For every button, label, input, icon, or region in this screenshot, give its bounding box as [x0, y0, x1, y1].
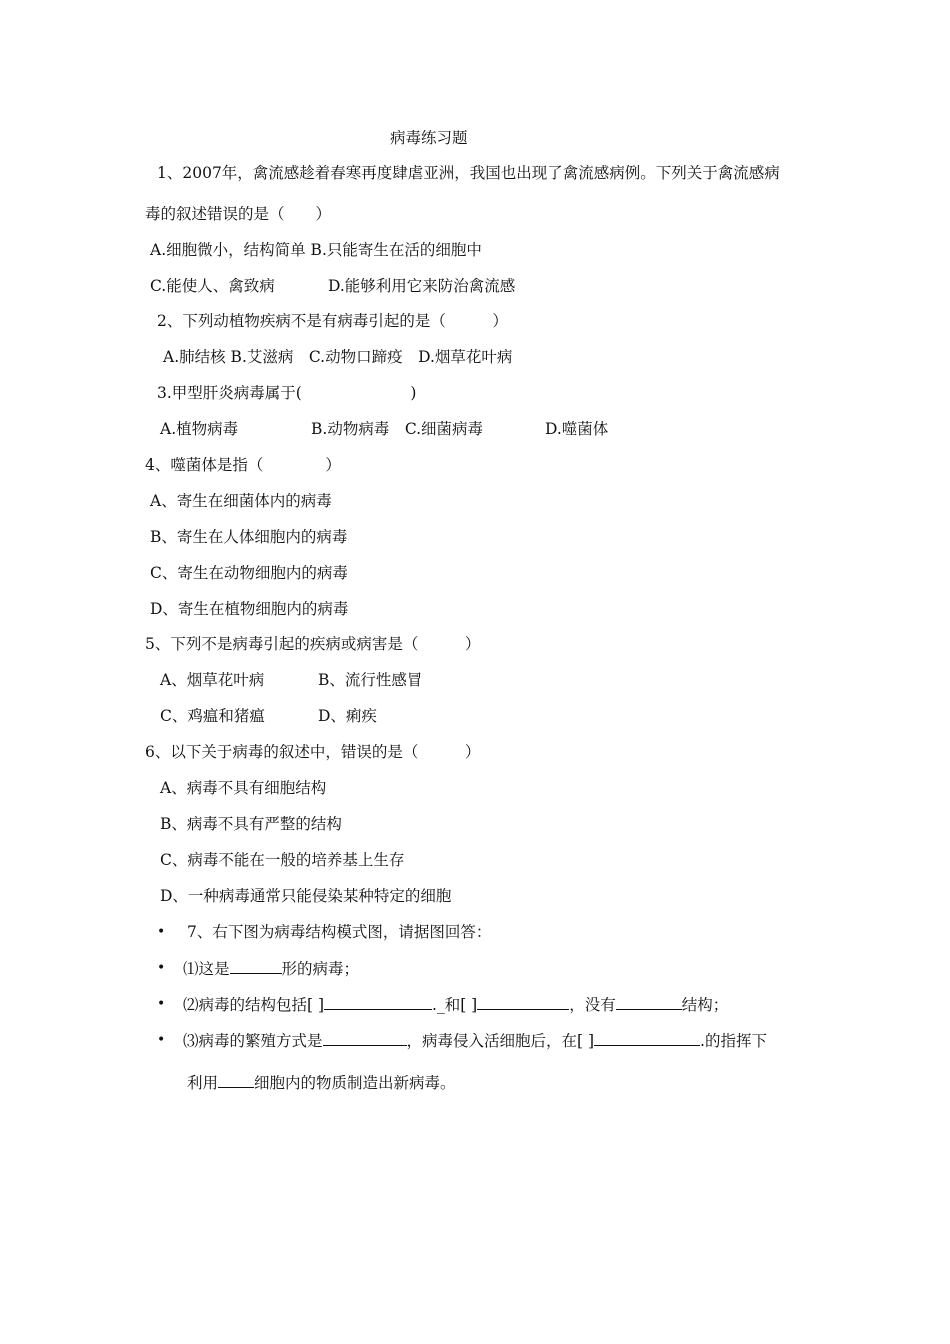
- q7-part2-text-a: ⑵病毒的结构包括[ ]: [183, 996, 325, 1014]
- q1-option-d: D.能够利用它来防治禽流感: [328, 277, 516, 295]
- q4-option-d: D、寄生在植物细胞内的病毒: [150, 600, 349, 618]
- answer-blank[interactable]: [324, 994, 432, 1010]
- q7-part2-text-c: ，没有: [569, 996, 616, 1014]
- q3-options-bc: B.动物病毒 C.细菌病毒: [311, 420, 484, 438]
- bullet-icon: •: [157, 924, 166, 940]
- q7-part1-text-a: ⑴这是: [183, 960, 230, 978]
- page-title: 病毒练习题: [390, 129, 468, 147]
- q7-part3-text-e: 细胞内的物质制造出新病毒。: [254, 1074, 456, 1092]
- answer-blank[interactable]: [230, 958, 282, 974]
- q7-stem: 7、右下图为病毒结构模式图，请据图回答：: [187, 923, 492, 941]
- q5-option-a: A、烟草花叶病: [160, 671, 265, 689]
- q6-option-c: C、病毒不能在一般的培养基上生存: [160, 851, 405, 869]
- q7-part2-text-b: ._和[ ]: [432, 996, 478, 1014]
- q7-part3: [183, 1030, 767, 1051]
- q7-part3-text-a: ⑶病毒的繁殖方式是: [183, 1032, 323, 1050]
- q1-options-ab: A.细胞微小，结构简单 B.只能寄生在活的细胞中: [150, 241, 482, 259]
- q4-option-c: C、寄生在动物细胞内的病毒: [150, 564, 348, 582]
- answer-blank[interactable]: [594, 1030, 700, 1046]
- q6-option-d: D、一种病毒通常只能侵染某种特定的细胞: [160, 887, 452, 905]
- q7-part1: [183, 958, 359, 979]
- q2-stem: 2、下列动植物疾病不是有病毒引起的是（ ）: [157, 312, 508, 330]
- q4-stem: 4、噬菌体是指（ ）: [145, 456, 341, 474]
- q4-option-b: B、寄生在人体细胞内的病毒: [150, 528, 348, 546]
- answer-blank[interactable]: [477, 994, 569, 1010]
- q3-option-d: D.噬菌体: [545, 420, 609, 438]
- q7-part1-text-b: 形的病毒；: [281, 960, 360, 978]
- answer-blank[interactable]: [218, 1072, 254, 1088]
- q7-part2: [183, 994, 728, 1015]
- q5-option-d: D、痢疾: [318, 707, 377, 725]
- q4-option-a: A、寄生在细菌体内的病毒: [150, 492, 332, 510]
- q1-stem-line1: 1、2007年，禽流感趁着春寒再度肆虐亚洲，我国也出现了禽流感病例。下列关于禽流感病: [157, 164, 780, 182]
- q7-part3-text-b: ，病毒侵入活细胞后，在[ ]: [406, 1032, 595, 1050]
- answer-blank[interactable]: [616, 994, 682, 1010]
- q2-options: A.肺结核 B.艾滋病 C.动物口蹄疫 D.烟草花叶病: [163, 348, 513, 366]
- q1-stem-line2: 毒的叙述错误的是（ ）: [145, 205, 332, 223]
- bullet-icon: •: [157, 960, 166, 976]
- q5-stem: 5、下列不是病毒引起的疾病或病害是（ ）: [145, 635, 481, 653]
- q7-part2-text-d: 结构；: [681, 996, 729, 1014]
- q3-stem: 3.甲型肝炎病毒属于( ): [157, 384, 417, 402]
- q1-option-c: C.能使人、禽致病: [150, 277, 275, 295]
- q6-option-b: B、病毒不具有严整的结构: [160, 815, 342, 833]
- answer-blank[interactable]: [323, 1030, 407, 1046]
- q7-part3-text-c: .的指挥下: [700, 1032, 767, 1050]
- q6-stem: 6、以下关于病毒的叙述中，错误的是（ ）: [145, 743, 481, 761]
- bullet-icon: •: [157, 996, 166, 1012]
- q5-option-c: C、鸡瘟和猪瘟: [160, 707, 265, 725]
- q7-part3-continued: [187, 1072, 456, 1093]
- q6-option-a: A、病毒不具有细胞结构: [160, 779, 327, 797]
- q7-part3-text-d: 利用: [187, 1074, 219, 1092]
- bullet-icon: •: [157, 1032, 166, 1048]
- q3-option-a: A.植物病毒: [160, 420, 239, 438]
- q5-option-b: B、流行性感冒: [318, 671, 423, 689]
